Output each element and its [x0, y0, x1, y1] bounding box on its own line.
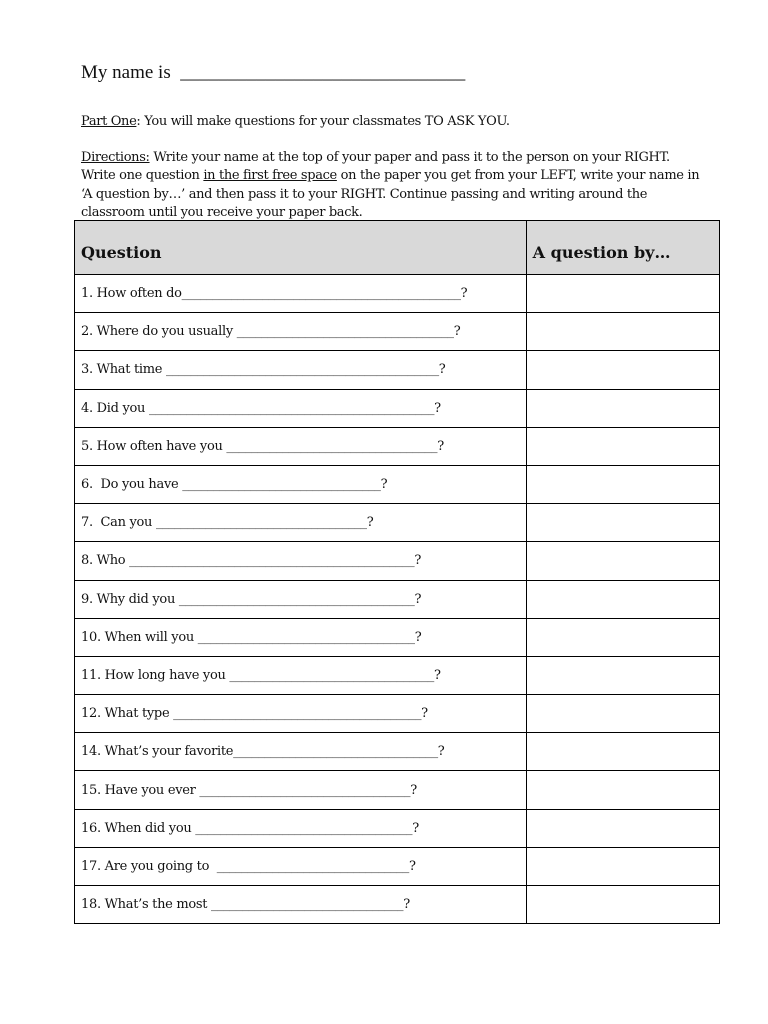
name-line[interactable]: My name is ______________________________	[81, 62, 466, 83]
question-by-cell[interactable]	[526, 733, 719, 771]
question-cell[interactable]: 7. Can you __________________________________?	[75, 504, 527, 542]
part-one	[81, 113, 701, 131]
question-by-cell[interactable]	[526, 275, 719, 313]
question-cell[interactable]: 4. Did you ______________________________________________?	[75, 389, 527, 427]
table-row	[75, 695, 720, 733]
question-cell[interactable]: 17. Are you going to _______________________________?	[75, 847, 527, 885]
table-row	[75, 733, 720, 771]
directions	[81, 149, 701, 222]
table-row	[75, 465, 720, 503]
table-row	[75, 618, 720, 656]
table-row	[75, 389, 720, 427]
table-row	[75, 504, 720, 542]
question-cell[interactable]: 8. Who ______________________________________________?	[75, 542, 527, 580]
question-table	[74, 220, 720, 924]
question-by-cell[interactable]	[526, 389, 719, 427]
question-cell[interactable]: 10. When will you ___________________________________?	[75, 618, 527, 656]
question-by-cell[interactable]	[526, 618, 719, 656]
directions-emphasis: in the first free space	[203, 168, 337, 184]
table-row	[75, 351, 720, 389]
table-row	[75, 542, 720, 580]
directions-text-1: Write your name at the top of your paper and pass it to the person on your RIGHT. Write one question	[81, 150, 670, 184]
question-by-cell[interactable]	[526, 695, 719, 733]
question-cell[interactable]: 5. How often have you __________________________________?	[75, 427, 527, 465]
column-header-question-by: A question by…	[526, 221, 719, 275]
part-one-heading: Part One	[81, 114, 137, 129]
table-row	[75, 275, 720, 313]
table-row	[75, 427, 720, 465]
question-by-cell[interactable]	[526, 771, 719, 809]
question-cell[interactable]: 15. Have you ever __________________________________?	[75, 771, 527, 809]
table-row	[75, 313, 720, 351]
question-cell[interactable]: 14. What’s your favorite_________________________________?	[75, 733, 527, 771]
question-by-cell[interactable]	[526, 542, 719, 580]
question-by-cell[interactable]	[526, 465, 719, 503]
question-cell[interactable]: 3. What time ____________________________________________?	[75, 351, 527, 389]
question-by-cell[interactable]	[526, 580, 719, 618]
question-by-cell[interactable]	[526, 656, 719, 694]
directions-text-2: on the paper you get from your LEFT, write your name in ‘A question by…’ and then pass it to your RIGHT. Continue passing and writing around the classroom until you receive your paper back.	[81, 168, 700, 220]
question-by-cell[interactable]	[526, 427, 719, 465]
table-row	[75, 656, 720, 694]
table-row	[75, 771, 720, 809]
question-by-cell[interactable]	[526, 351, 719, 389]
question-by-cell[interactable]	[526, 886, 719, 924]
question-cell[interactable]: 9. Why did you ______________________________________?	[75, 580, 527, 618]
question-cell[interactable]: 6. Do you have ________________________________?	[75, 465, 527, 503]
part-one-text: : You will make questions for your classmates TO ASK YOU.	[136, 114, 510, 129]
table-row	[75, 886, 720, 924]
question-cell[interactable]: 1. How often do_____________________________________________?	[75, 275, 527, 313]
question-by-cell[interactable]	[526, 504, 719, 542]
question-cell[interactable]: 18. What’s the most _______________________________?	[75, 886, 527, 924]
question-cell[interactable]: 16. When did you ___________________________________?	[75, 809, 527, 847]
table-row	[75, 847, 720, 885]
question-cell[interactable]: 12. What type ________________________________________?	[75, 695, 527, 733]
question-cell[interactable]: 2. Where do you usually ___________________________________?	[75, 313, 527, 351]
question-by-cell[interactable]	[526, 847, 719, 885]
question-by-cell[interactable]	[526, 809, 719, 847]
column-header-question: Question	[75, 221, 527, 275]
table-header-row	[75, 221, 720, 275]
directions-heading: Directions:	[81, 150, 150, 165]
question-by-cell[interactable]	[526, 313, 719, 351]
table-row	[75, 809, 720, 847]
question-cell[interactable]: 11. How long have you _________________________________?	[75, 656, 527, 694]
table-row	[75, 580, 720, 618]
